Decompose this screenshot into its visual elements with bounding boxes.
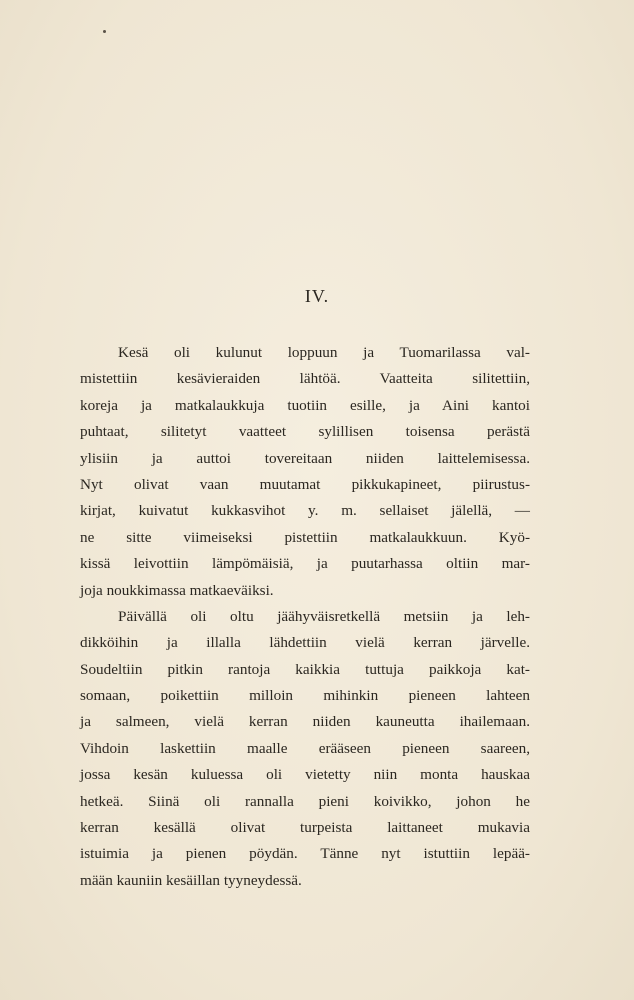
text-line: ne sitte viimeiseksi pistettiin matkalaukkuun. Kyö- (80, 528, 530, 546)
chapter-heading: IV. (304, 286, 330, 306)
text-line: mistettiin kesävieraiden lähtöä. Vaatteita silitettiin, (80, 370, 530, 388)
text-line: dikköihin ja illalla lähdettiin vielä kerran järvelle. (80, 634, 530, 652)
text-line: Soudeltiin pitkin rantoja kaikkia tuttuja paikkoja kat- (80, 660, 530, 678)
text-line: puhtaat, silitetyt vaatteet sylillisen toisensa perästä (80, 423, 530, 441)
text-line: kirjat, kuivatut kukkasvihot y. m. sellaiset jälellä, — (80, 502, 530, 520)
text-line: Kesä oli kulunut loppuun ja Tuomarilassa val- (118, 344, 530, 361)
text-line: Vihdoin laskettiin maalle erääseen pieneen saareen, (80, 739, 530, 757)
text-line: koreja ja matkalaukkuja tuotiin esille, ja Aini kantoi (80, 396, 530, 414)
text-line: Nyt olivat vaan muutamat pikkukapineet, piirustus- (80, 475, 530, 493)
text-line: mään kauniin kesäillan tyyneydessä. (80, 871, 302, 889)
text-line: kissä leivottiin lämpömäisiä, ja puutarhassa oltiin mar- (80, 555, 530, 573)
text-line: jossa kesän kuluessa oli vietetty niin monta hauskaa (80, 766, 530, 784)
text-line: ja salmeen, vielä kerran niiden kauneutta ihailemaan. (80, 713, 530, 731)
text-line: somaan, poikettiin milloin mihinkin pieneen lahteen (80, 687, 530, 705)
text-line: joja noukkimassa matkaeväiksi. (80, 581, 274, 599)
text-line: kerran kesällä olivat turpeista laittaneet mukavia (80, 819, 530, 837)
paper-speck (103, 30, 106, 33)
text-line: Päivällä oli oltu jäähyväisretkellä metsiin ja leh- (118, 607, 530, 625)
body-text (80, 340, 530, 894)
text-line: istuimia ja pienen pöydän. Tänne nyt istuttiin lepää- (80, 845, 530, 863)
text-line: hetkeä. Siinä oli rannalla pieni koivikko, johon he (80, 792, 530, 810)
text-line: ylisiin ja auttoi tovereitaan niiden laittelemisessa. (80, 449, 530, 467)
